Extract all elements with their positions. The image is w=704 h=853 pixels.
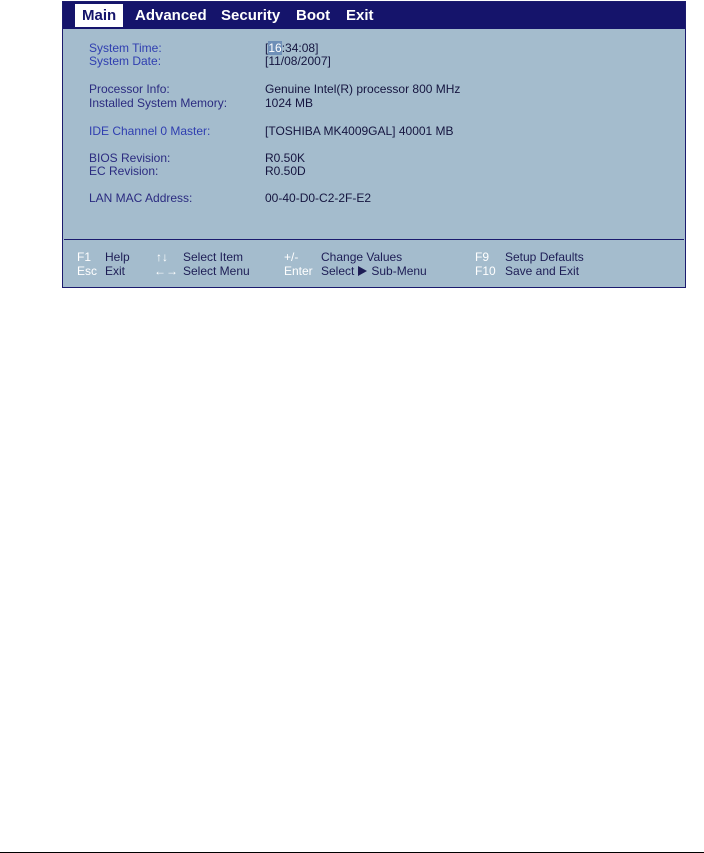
f1-help-desc: Help: [105, 250, 130, 264]
ec-revision-label: EC Revision:: [89, 164, 159, 178]
enter-key: Enter: [284, 264, 313, 278]
processor-info-label: Processor Info:: [89, 82, 170, 96]
save-and-exit-desc: Save and Exit: [505, 264, 580, 278]
installed-memory-label: Installed System Memory:: [89, 96, 228, 110]
system-time-label[interactable]: System Time:: [89, 41, 162, 55]
select-item-desc: Select Item: [183, 250, 244, 264]
lan-mac-address-value: 00-40-D0-C2-2F-E2: [265, 191, 372, 205]
enter-select-text: Select: [321, 264, 355, 278]
system-time-rest: :34:08]: [281, 41, 319, 55]
system-time-hour[interactable]: 16: [268, 41, 282, 55]
f1-key: F1: [77, 250, 92, 264]
menu-tab-main[interactable]: Main: [75, 4, 123, 27]
ec-revision-value: R0.50D: [265, 164, 306, 178]
f9-key: F9: [475, 250, 490, 264]
menu-tab-exit[interactable]: Exit: [346, 7, 374, 24]
enter-submenu-text: Sub-Menu: [371, 264, 427, 278]
processor-info-value: Genuine Intel(R) processor 800 MHz: [265, 82, 461, 96]
bios-revision-value: R0.50K: [265, 151, 306, 165]
change-values-desc: Change Values: [321, 250, 403, 264]
menu-tab-security[interactable]: Security: [221, 7, 281, 24]
ide-channel-0-master-label[interactable]: IDE Channel 0 Master:: [89, 124, 211, 138]
plus-minus-key: +/-: [284, 250, 299, 264]
key-help-footer: [64, 247, 684, 285]
esc-key: Esc: [77, 264, 98, 278]
up-down-arrows-icon: ↑↓: [156, 250, 168, 264]
installed-memory-value: 1024 MB: [265, 96, 314, 110]
select-submenu-desc: [321, 264, 427, 278]
left-right-arrows-icon: ←→: [154, 264, 178, 278]
menu-bar: [63, 2, 685, 29]
system-time-field[interactable]: [265, 41, 318, 55]
bios-revision-label: BIOS Revision:: [89, 151, 171, 165]
system-date-label[interactable]: System Date:: [89, 54, 162, 68]
lan-mac-address-label: LAN MAC Address:: [89, 191, 193, 205]
f10-key: F10: [475, 264, 496, 278]
system-date-field[interactable]: [11/08/2007]: [265, 54, 331, 68]
setup-defaults-desc: Setup Defaults: [505, 250, 584, 264]
menu-tab-boot[interactable]: Boot: [296, 7, 331, 24]
select-menu-desc: Select Menu: [183, 264, 250, 278]
main-content: [64, 29, 684, 240]
ide-channel-0-master-value[interactable]: [TOSHIBA MK4009GAL] 40001 MB: [265, 124, 454, 138]
esc-exit-desc: Exit: [105, 264, 126, 278]
system-time-bracket: [: [265, 41, 269, 55]
bios-setup-screen: [62, 1, 686, 288]
right-triangle-icon: [358, 266, 367, 276]
menu-tab-advanced[interactable]: Advanced: [135, 7, 207, 24]
